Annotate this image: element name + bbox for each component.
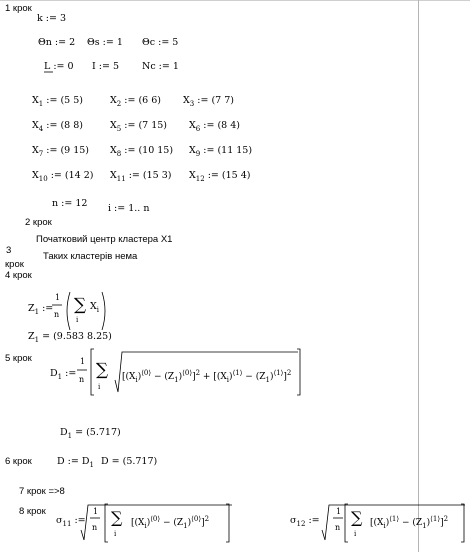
step-3-number: 3 bbox=[6, 245, 12, 256]
step-6-label: 6 крок bbox=[5, 456, 32, 467]
z1-frac-num: 1 bbox=[55, 293, 61, 302]
d1-frac-den: n bbox=[79, 375, 85, 384]
step-1-label: 1 крок bbox=[5, 3, 32, 14]
d1-radical bbox=[115, 352, 298, 392]
d1-expression: $[(X_i)^{⟨0⟩} - (Z_1)^{⟨0⟩}]^2 + [(X_i)^{⟨1⟩} - (Z_1)^{⟨1⟩}]^2$ bbox=[122, 369, 292, 384]
sigma-11-frac-num: 1 bbox=[93, 507, 99, 516]
x-point-8: $X_8$ := (10 15) bbox=[110, 145, 174, 158]
x-point-1: $X_1$ := (5 5) bbox=[32, 95, 83, 108]
sigma-11-lhs: $\sigma_{11}$ := bbox=[56, 515, 86, 528]
sigma-12-sum-symbol: ∑ bbox=[351, 508, 363, 527]
sigma-11-radical bbox=[81, 505, 232, 540]
z1-x-term: $X_i$ bbox=[90, 301, 100, 314]
sigma-12-right-bracket bbox=[461, 504, 464, 542]
sigma-11-right-bracket bbox=[226, 504, 229, 542]
x-point-7: $X_7$ := (9 15) bbox=[32, 145, 90, 158]
z1-right-paren bbox=[102, 292, 105, 330]
d-result: D = (5.717) bbox=[101, 456, 158, 467]
sigma-11-frac-den: n bbox=[92, 523, 98, 532]
d1-sum-symbol: ∑ bbox=[96, 360, 109, 380]
x-point-5: $X_5$ := (7 15) bbox=[110, 120, 168, 133]
x-point-10: $X_{10}$ := (14 2) bbox=[32, 170, 94, 183]
x-point-4: $X_4$ := (8 8) bbox=[32, 120, 83, 133]
step-2-label: 2 крок bbox=[25, 217, 52, 228]
z1-sum-symbol: ∑ bbox=[74, 295, 87, 315]
sigma-12-lhs: $\sigma_{12}$ := bbox=[290, 515, 320, 528]
z1-frac-den: n bbox=[54, 310, 60, 319]
sigma-11-expression: $[(X_i)^{⟨0⟩} - (Z_1)^{⟨0⟩}]^2$ bbox=[131, 515, 210, 530]
d1-result: $D_1 = (5.717)$ bbox=[60, 427, 121, 440]
initial-center-text: Початковий центр кластера Х1 bbox=[36, 234, 173, 245]
sigma-12-left-bracket bbox=[345, 504, 348, 542]
sigma-12-radical bbox=[322, 505, 465, 540]
n-definition: n := 12 bbox=[52, 198, 88, 209]
theta-n-definition: Θn := 2 bbox=[38, 37, 76, 48]
theta-c-definition: Θc := 5 bbox=[142, 37, 179, 48]
step-7-label: 7 крок =>8 bbox=[19, 486, 65, 497]
step-3-label: крок bbox=[5, 259, 24, 270]
z1-result: $Z_1 = (9.583$ 8.25) bbox=[28, 331, 112, 344]
d1-lhs: $D_1$ := bbox=[50, 368, 77, 381]
no-clusters-text: Таких кластерів нема bbox=[43, 251, 138, 262]
step-8-label: 8 крок bbox=[19, 506, 46, 517]
sigma-11-sum-symbol: ∑ bbox=[111, 508, 123, 527]
I-definition: I := 5 bbox=[92, 61, 119, 72]
sigma-12-sum-index: i bbox=[354, 530, 357, 538]
d-definition: D := $D_1$ bbox=[57, 456, 94, 469]
x-point-6: $X_6$ := (8 4) bbox=[189, 120, 240, 133]
z1-left-paren bbox=[67, 292, 70, 330]
x-point-12: $X_{12}$ := (15 4) bbox=[189, 170, 251, 183]
z1-sum-index: i bbox=[76, 316, 79, 324]
sigma-12-frac-den: n bbox=[335, 523, 341, 532]
d1-sum-index: i bbox=[98, 383, 101, 391]
d1-left-bracket bbox=[91, 349, 94, 395]
x-point-11: $X_{11}$ := (15 3) bbox=[110, 170, 172, 183]
i-range-definition: i := 1.. n bbox=[108, 203, 150, 214]
Nc-definition: Nc := 1 bbox=[142, 61, 179, 72]
x-point-3: $X_3$ := (7 7) bbox=[183, 95, 234, 108]
x-point-2: $X_2$ := (6 6) bbox=[110, 95, 161, 108]
z1-lhs: $Z_1$ := bbox=[28, 303, 54, 316]
x-point-9: $X_9$ := (11 15) bbox=[189, 145, 253, 158]
d1-right-bracket bbox=[297, 349, 300, 395]
theta-s-definition: Θs := 1 bbox=[87, 37, 123, 48]
sigma-12-expression: $[(X_i)^{⟨1⟩} - (Z_1)^{⟨1⟩}]^2$ bbox=[370, 515, 449, 530]
k-definition: k := 3 bbox=[37, 13, 67, 24]
step-5-label: 5 крок bbox=[5, 353, 32, 364]
d1-frac-num: 1 bbox=[80, 357, 86, 366]
sigma-11-sum-index: i bbox=[114, 530, 117, 538]
sigma-12-frac-num: 1 bbox=[336, 507, 342, 516]
step-4-label: 4 крок bbox=[5, 270, 32, 281]
sigma-11-left-bracket bbox=[105, 504, 108, 542]
L-definition: L := 0 bbox=[44, 61, 74, 72]
